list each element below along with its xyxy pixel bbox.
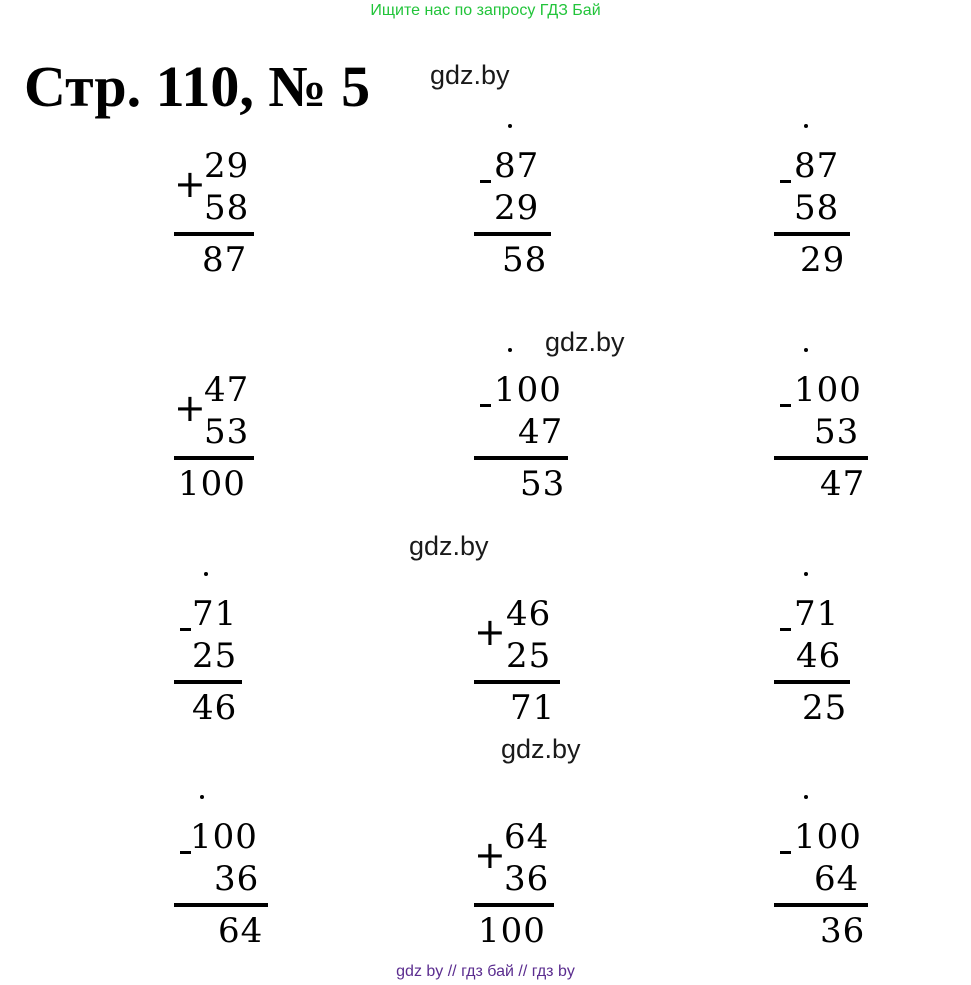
operand-top: 87 <box>494 146 540 186</box>
column-calculation <box>174 594 294 744</box>
operand-bottom: 58 <box>794 188 840 228</box>
operand-top: 46 <box>506 594 552 634</box>
watermark: gdz.by <box>409 531 489 561</box>
footer-links[interactable]: gdz by // гдз бай // гдз by <box>396 963 575 980</box>
plus-sign: + <box>474 610 506 654</box>
operand-top: 87 <box>794 146 840 186</box>
result: 46 <box>192 688 238 728</box>
minus-sign <box>780 404 791 407</box>
result-line <box>174 456 254 460</box>
result: 58 <box>502 240 548 280</box>
column-calculation <box>474 370 594 520</box>
search-banner[interactable]: Ищите нас по запросу ГДЗ Бай <box>370 2 601 19</box>
column-calculation <box>174 146 294 296</box>
result-line <box>174 232 254 236</box>
borrow-dot <box>204 572 208 576</box>
operand-top: 29 <box>204 146 250 186</box>
column-calculation <box>774 817 894 967</box>
operand-top: 100 <box>794 817 862 857</box>
operand-bottom: 36 <box>214 859 260 899</box>
result-line <box>474 903 554 907</box>
operand-bottom: 47 <box>518 412 564 452</box>
column-calculation <box>474 594 594 744</box>
watermark: gdz.by <box>430 60 510 90</box>
plus-sign: + <box>174 162 206 206</box>
result-line <box>774 680 850 684</box>
result-line <box>174 680 242 684</box>
column-calculation <box>774 146 894 296</box>
column-calculation <box>174 817 294 967</box>
borrow-dot <box>804 348 808 352</box>
result: 100 <box>478 911 546 951</box>
result-line <box>174 903 268 907</box>
operand-top: 47 <box>204 370 250 410</box>
borrow-dot <box>508 124 512 128</box>
minus-sign <box>780 628 791 631</box>
minus-sign <box>180 628 191 631</box>
borrow-dot <box>508 348 512 352</box>
operand-bottom: 64 <box>814 859 860 899</box>
result: 71 <box>510 688 556 728</box>
minus-sign <box>480 404 491 407</box>
operand-bottom: 36 <box>504 859 550 899</box>
column-calculation <box>474 146 594 296</box>
result: 87 <box>202 240 248 280</box>
result: 47 <box>820 464 866 504</box>
borrow-dot <box>804 795 808 799</box>
plus-sign: + <box>474 833 506 877</box>
operand-bottom: 53 <box>814 412 860 452</box>
result-line <box>774 232 850 236</box>
result: 64 <box>218 911 264 951</box>
column-calculation <box>474 817 594 967</box>
watermark: gdz.by <box>501 734 581 764</box>
result-line <box>474 232 551 236</box>
operand-bottom: 25 <box>506 636 552 676</box>
operand-top: 64 <box>504 817 550 857</box>
operand-bottom: 53 <box>204 412 250 452</box>
operand-top: 100 <box>190 817 258 857</box>
result: 36 <box>820 911 866 951</box>
operand-bottom: 46 <box>796 636 842 676</box>
operand-bottom: 58 <box>204 188 250 228</box>
operand-top: 71 <box>794 594 840 634</box>
column-calculation <box>174 370 294 520</box>
borrow-dot <box>804 572 808 576</box>
result: 100 <box>178 464 246 504</box>
operand-top: 71 <box>192 594 238 634</box>
operand-top: 100 <box>794 370 862 410</box>
borrow-dot <box>804 124 808 128</box>
borrow-dot <box>200 795 204 799</box>
plus-sign: + <box>174 386 206 430</box>
column-calculation <box>774 594 894 744</box>
result: 53 <box>520 464 566 504</box>
page-title: Стр. 110, № 5 <box>24 54 371 119</box>
result-line <box>774 456 868 460</box>
operand-bottom: 25 <box>192 636 238 676</box>
result-line <box>474 680 560 684</box>
result: 25 <box>802 688 848 728</box>
result-line <box>774 903 868 907</box>
column-calculation <box>774 370 894 520</box>
minus-sign <box>780 180 791 183</box>
operand-bottom: 29 <box>494 188 540 228</box>
result: 29 <box>800 240 846 280</box>
minus-sign <box>780 851 791 854</box>
operand-top: 100 <box>494 370 562 410</box>
minus-sign <box>480 180 491 183</box>
result-line <box>474 456 568 460</box>
watermark: gdz.by <box>545 327 625 357</box>
